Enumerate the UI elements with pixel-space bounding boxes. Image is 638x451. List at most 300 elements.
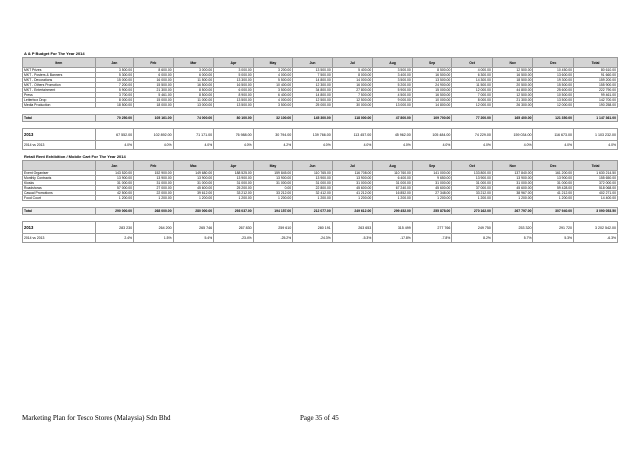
- row-label: 2013: [23, 129, 96, 141]
- column-header: Dec: [533, 161, 574, 171]
- table-cell: 159 845.00: [253, 171, 293, 176]
- column-header: Apr: [214, 58, 254, 68]
- table-cell: 16 500.00: [173, 83, 214, 88]
- row-label: Event Organiser: [23, 171, 96, 176]
- column-header: Oct: [452, 161, 493, 171]
- table-cell: 99 461.00: [574, 93, 618, 98]
- table-cell: 16 000.00: [134, 78, 174, 83]
- table-cell: 402 271.00: [574, 191, 618, 196]
- table-cell: 11 500.00: [173, 78, 214, 83]
- table-cell: 116 708.00: [332, 171, 373, 176]
- table-cell: 1 200.00: [533, 196, 574, 201]
- column-header: Aug: [373, 161, 413, 171]
- table-cell: 143 520.00: [95, 171, 133, 176]
- table-cell: 268 000.00: [134, 208, 174, 215]
- table-cell: 267 797.00: [492, 208, 533, 215]
- table-cell: 264 200: [134, 222, 174, 234]
- table-cell: 47 800.00: [373, 115, 413, 122]
- table-cell: 1 200.00: [134, 196, 174, 201]
- table-cell: 14 400.00: [574, 196, 618, 201]
- table-cell: 4 000.00: [253, 73, 293, 78]
- table-cell: 22 000.00: [134, 191, 174, 196]
- table-cell: 4 000.00: [253, 98, 293, 103]
- table-cell: 307 940.00: [533, 208, 574, 215]
- table-cell: 4.0%: [134, 141, 174, 150]
- table-cell: 31 000.00: [452, 181, 493, 186]
- table-cell: 16 500.00: [492, 73, 533, 78]
- table-cell: 41 212.00: [332, 191, 373, 196]
- table-cell: 113 457.00: [332, 129, 373, 141]
- table-cell: 33 212.00: [452, 191, 493, 196]
- table-cell: 74 229.00: [452, 129, 493, 141]
- table-cell: 6 400.00: [253, 93, 293, 98]
- table-cell: 8 600.00: [134, 68, 174, 73]
- table-cell: 31 000.00: [173, 181, 214, 186]
- table-cell: 133 800.00: [452, 171, 493, 176]
- spacer-row: [23, 122, 618, 129]
- table-cell: 33 212.00: [214, 191, 254, 196]
- table-cell: 12 500.00: [332, 98, 373, 103]
- table-cell: 15 000.00: [412, 88, 452, 93]
- table-cell: 14 800.00: [293, 78, 333, 83]
- table-cell: 91 660.00: [574, 73, 618, 78]
- total-row: [23, 208, 618, 215]
- table-cell: 39 612.00: [173, 191, 214, 196]
- table-cell: 67 552.00: [95, 129, 133, 141]
- table-cell: 283 230: [95, 222, 133, 234]
- table-cell: 4 500.00: [373, 93, 413, 98]
- table-cell: 1 103 232.00: [574, 129, 618, 141]
- table-cell: 194 157.00: [253, 208, 293, 215]
- table-cell: 16 000.00: [332, 83, 373, 88]
- column-header: Dec: [533, 58, 574, 68]
- table-cell: 30 000.00: [332, 103, 373, 108]
- row-label: 2014 vs 2013: [23, 141, 96, 150]
- table-cell: 13 500.00: [412, 78, 452, 83]
- table-cell: 13 900.00: [452, 176, 493, 181]
- table-cell: 21 300.00: [492, 98, 533, 103]
- table-cell: 24 900.00: [412, 83, 452, 88]
- row-label: Media Production: [23, 103, 96, 108]
- table-cell: 13 500.00: [214, 103, 254, 108]
- row-label: Casual Promotions: [23, 191, 96, 196]
- column-header: Nov: [492, 58, 533, 68]
- table-cell: 141 000.00: [412, 171, 452, 176]
- row-label: Monthly Contracts: [23, 176, 96, 181]
- table-cell: 5 461.00: [134, 93, 174, 98]
- table-cell: 18 500.00: [95, 103, 133, 108]
- table-cell: 3 202 542.00: [574, 222, 618, 234]
- column-header: May: [253, 161, 293, 171]
- row-label: 2013: [23, 222, 96, 234]
- table-cell: 270 162.00: [452, 208, 493, 215]
- table-cell: 4.0%: [533, 141, 574, 150]
- table-cell: 25 000.00: [293, 103, 333, 108]
- table-cell: 5 900.00: [373, 88, 413, 93]
- table-cell: 14 000.00: [332, 78, 373, 83]
- row-label: Letterbox Drop: [23, 98, 96, 103]
- table-cell: 13 000.00: [173, 103, 214, 108]
- table-cell: 12 500.00: [492, 68, 533, 73]
- table-cell: 3 500.00: [95, 68, 133, 73]
- table-cell: 13 900.00: [492, 176, 533, 181]
- row-label: MKT - Entertainment: [23, 88, 96, 93]
- table-cell: 6 300.00: [452, 73, 493, 78]
- table-cell: 145 300.00: [293, 115, 333, 122]
- spreadsheet-image: [22, 50, 618, 243]
- table-cell: 5 300.00: [95, 73, 133, 78]
- table-cell: 4.0%: [173, 141, 214, 150]
- table-cell: 7 500.00: [293, 73, 333, 78]
- comparison-row: [23, 234, 618, 243]
- table-cell: 14 800.00: [293, 93, 333, 98]
- table-cell: 165 400.00: [492, 115, 533, 122]
- table-cell: 4 000.00: [452, 68, 493, 73]
- table-cell: 265 746: [173, 222, 214, 234]
- table-cell: 45 600.00: [332, 186, 373, 191]
- row-label: MKT Prizes: [23, 68, 96, 73]
- table-cell: 5.7%: [492, 234, 533, 243]
- table-cell: 3 200.00: [253, 68, 293, 73]
- table-cell: 31 000.00: [253, 181, 293, 186]
- table-cell: 31 000.00: [533, 181, 574, 186]
- table-cell: 3 500.00: [253, 88, 293, 93]
- table-cell: 12 000.00: [452, 88, 493, 93]
- table-cell: 8 000.00: [95, 98, 133, 103]
- table-cell: 13 900.00: [253, 176, 293, 181]
- table-cell: 149 680.00: [173, 171, 214, 176]
- row-label: MKT - Posters & Banners: [23, 73, 96, 78]
- table-cell: 16 500.00: [412, 93, 452, 98]
- table-cell: 14 300.00: [452, 78, 493, 83]
- table-cell: 13 900.00: [134, 176, 174, 181]
- table-cell: 212 077.00: [293, 208, 333, 215]
- table-cell: 12 000.00: [533, 103, 574, 108]
- table-cell: 188 525.00: [214, 171, 254, 176]
- row-label: MKT - Others Promotion: [23, 83, 96, 88]
- table-cell: 249 612.00: [332, 208, 373, 215]
- spacer-cell: [23, 201, 618, 208]
- table-cell: 1 200.00: [95, 196, 133, 201]
- column-header: Jan: [95, 58, 133, 68]
- table-cell: 4.0%: [332, 141, 373, 150]
- table-cell: 3 000.00: [214, 68, 254, 73]
- table-cell: 12 300.00: [293, 83, 333, 88]
- table-cell: 12 000.00: [452, 103, 493, 108]
- footer-company: Marketing Plan for Tesco Stores (Malaysia) Sdn Bhd: [22, 414, 171, 422]
- table-cell: 1.5%: [134, 234, 174, 243]
- table-cell: 5 900.00: [95, 88, 133, 93]
- table-cell: 121 350.00: [533, 115, 574, 122]
- table-cell: 1 147 361.00: [574, 115, 618, 122]
- table-cell: 1 200.00: [412, 196, 452, 201]
- table-cell: 5 000.00: [214, 73, 254, 78]
- budget-table-title: A & P Budget For The Year 2014: [24, 51, 85, 56]
- table-cell: 13 900.00: [533, 176, 574, 181]
- spacer-row: [23, 108, 618, 115]
- table-cell: 0.00: [253, 186, 293, 191]
- table-cell: 9 000.00: [373, 98, 413, 103]
- budget-table-header: [23, 58, 618, 68]
- column-header: May: [253, 58, 293, 68]
- table-cell: 41 212.00: [533, 191, 574, 196]
- table-cell: 13 900.00: [173, 176, 214, 181]
- table-cell: 33 212.00: [253, 191, 293, 196]
- table-cell: 8 000.00: [332, 73, 373, 78]
- table-cell: -25.2%: [253, 234, 293, 243]
- table-cell: 2.4%: [95, 234, 133, 243]
- column-header: Jul: [332, 161, 373, 171]
- table-cell: 1 200.00: [452, 196, 493, 201]
- table-cell: 1 200.00: [173, 196, 214, 201]
- table-cell: 4.0%: [293, 141, 333, 150]
- table-cell: 3 500.00: [373, 78, 413, 83]
- table-cell: 10 500.00: [533, 93, 574, 98]
- rent-table: [22, 160, 618, 243]
- table-cell: 118 000.00: [332, 115, 373, 122]
- table-cell: -24.3%: [293, 234, 333, 243]
- table-cell: 4.0%: [373, 141, 413, 150]
- table-cell: 13 900.00: [214, 176, 254, 181]
- table-cell: 5 500.00: [253, 78, 293, 83]
- table-cell: 7 200.00: [95, 83, 133, 88]
- table-cell: 16 500.00: [412, 73, 452, 78]
- table-cell: 142 700.00: [574, 98, 618, 103]
- table-cell: 19 300.00: [533, 78, 574, 83]
- table-cell: 3 500.00: [253, 103, 293, 108]
- rent-table-header: [23, 161, 618, 171]
- column-header: Oct: [452, 58, 493, 68]
- table-cell: 518 068.00: [574, 186, 618, 191]
- row-label: Kiosks: [23, 181, 96, 186]
- column-header: Total: [574, 161, 618, 171]
- table-cell: 15 000.00: [95, 78, 133, 83]
- table-cell: 74 000.00: [173, 115, 214, 122]
- table-cell: 71 171.00: [173, 129, 214, 141]
- row-label: Press: [23, 93, 96, 98]
- table-cell: 4.0%: [492, 141, 533, 150]
- table-cell: 18 000.00: [134, 103, 174, 108]
- spacer-row: [23, 215, 618, 222]
- table-cell: 249 750: [452, 222, 493, 234]
- table-cell: 13 500.00: [293, 68, 333, 73]
- table-cell: 11 500.00: [452, 83, 493, 88]
- column-header: Item: [23, 58, 96, 68]
- table-cell: 8 000.00: [452, 98, 493, 103]
- column-header: Jun: [293, 58, 333, 68]
- table-cell: 155 900.00: [574, 83, 618, 88]
- row-label: MKT - Decorations: [23, 78, 96, 83]
- spacer-cell: [23, 122, 618, 129]
- table-cell: 31 000.00: [95, 181, 133, 186]
- table-cell: 110 765.00: [293, 171, 333, 176]
- column-header: Sep: [412, 58, 452, 68]
- table-cell: 105 484.00: [412, 129, 452, 141]
- table-cell: 13 900.00: [95, 176, 133, 181]
- table-cell: 267 830: [214, 222, 254, 234]
- comparison-row: [23, 141, 618, 150]
- table-cell: 7 000.00: [452, 93, 493, 98]
- table-cell: 139 766.00: [293, 129, 333, 141]
- table-cell: 31 000.00: [332, 181, 373, 186]
- table-cell: 1 200.00: [214, 196, 254, 201]
- table-cell: 27 348.00: [412, 191, 452, 196]
- table-cell: -23.4%: [214, 234, 254, 243]
- column-header: Feb: [134, 58, 174, 68]
- table-cell: 3 400.00: [373, 73, 413, 78]
- table-cell: 10 450.00: [533, 68, 574, 73]
- table-cell: 372 000.00: [574, 181, 618, 186]
- table-cell: 6 000.00: [134, 73, 174, 78]
- table-cell: 31 000.00: [492, 181, 533, 186]
- table-cell: 280 000.00: [173, 208, 214, 215]
- table-cell: 10 000.00: [412, 98, 452, 103]
- table-cell: 1 630 214.50: [574, 171, 618, 176]
- table-cell: 3 090 053.50: [574, 208, 618, 215]
- table-cell: 45 600.00: [412, 186, 452, 191]
- table-cell: 77 200.00: [452, 115, 493, 122]
- table-cell: 6 000.00: [214, 88, 254, 93]
- table-cell: 80 610.00: [574, 68, 618, 73]
- table-cell: 190 258.00: [574, 103, 618, 108]
- table-cell: 31 000.00: [293, 181, 333, 186]
- table-cell: 137 840.00: [492, 171, 533, 176]
- footer-page-number: Page 35 of 45: [300, 414, 339, 422]
- table-cell: 1 200.00: [373, 196, 413, 201]
- table-cell: 13 600.00: [533, 73, 574, 78]
- table-cell: 159 200.00: [574, 78, 618, 83]
- table-cell: 32 412.00: [293, 191, 333, 196]
- spacer-cell: [23, 108, 618, 115]
- budget-table: [22, 57, 618, 150]
- table-cell: 315 499: [373, 222, 413, 234]
- column-header: Jun: [293, 161, 333, 171]
- table-cell: 277 766: [412, 222, 452, 234]
- column-header: Feb: [134, 161, 174, 171]
- column-header: Total: [574, 58, 618, 68]
- table-cell: 116 673.00: [533, 129, 574, 141]
- table-cell: 222 790.00: [574, 88, 618, 93]
- table-cell: 21 300.00: [134, 88, 174, 93]
- row-label: 2014 vs 2013: [23, 234, 96, 243]
- table-cell: 253 320: [492, 222, 533, 234]
- rent-table-title: Retail Rent Exhibition / Mobile Cart For The Year 2014: [24, 154, 126, 159]
- table-cell: -5.3%: [332, 234, 373, 243]
- table-cell: 44 800.00: [492, 88, 533, 93]
- table-cell: 12 500.00: [293, 98, 333, 103]
- table-cell: 3 500.00: [373, 68, 413, 73]
- table-cell: 102 892.00: [134, 129, 174, 141]
- table-cell: 155 650.00: [574, 176, 618, 181]
- table-cell: 12 500.00: [492, 93, 533, 98]
- table-cell: 3 000.00: [173, 68, 214, 73]
- table-cell: 8 500.00: [412, 68, 452, 73]
- table-cell: 30 794.00: [253, 129, 293, 141]
- table-cell: 259 610: [253, 222, 293, 234]
- spacer-cell: [23, 215, 618, 222]
- table-cell: 8 900.00: [214, 93, 254, 98]
- column-header: Aug: [373, 58, 413, 68]
- table-cell: 4.2%: [253, 141, 293, 150]
- table-cell: 26 300.00: [492, 103, 533, 108]
- table-cell: 5 200.00: [373, 83, 413, 88]
- table-cell: 1 200.00: [293, 196, 333, 201]
- table-cell: 37 000.00: [452, 186, 493, 191]
- column-header: Mac: [173, 161, 214, 171]
- table-cell: 13 900.00: [293, 176, 333, 181]
- table-cell: 16 500.00: [214, 83, 254, 88]
- table-cell: 110 760.00: [373, 171, 413, 176]
- table-cell: 13 300.00: [214, 78, 254, 83]
- table-cell: 70 250.00: [95, 115, 133, 122]
- table-cell: 8.2%: [452, 234, 493, 243]
- table-cell: 80 100.00: [214, 115, 254, 122]
- table-cell: 13 500.00: [214, 98, 254, 103]
- table-cell: 161 200.00: [533, 171, 574, 176]
- table-cell: 4.0%: [412, 141, 452, 150]
- table-cell: 42 500.00: [95, 191, 133, 196]
- table-cell: 22 800.00: [293, 186, 333, 191]
- table-cell: 263 653: [332, 222, 373, 234]
- table-cell: 109 700.00: [412, 115, 452, 122]
- column-header: Jul: [332, 58, 373, 68]
- table-cell: 15 500.00: [134, 83, 174, 88]
- table-cell: 16 852.00: [373, 191, 413, 196]
- table-cell: 299 452.00: [373, 208, 413, 215]
- table-cell: 1 200.00: [253, 196, 293, 201]
- spacer-row: [23, 201, 618, 208]
- table-cell: 13 900.00: [332, 176, 373, 181]
- table-cell: 38 967.00: [492, 191, 533, 196]
- table-cell: 293 037.00: [214, 208, 254, 215]
- table-cell: 67 240.00: [373, 186, 413, 191]
- table-cell: 3 700.00: [95, 93, 133, 98]
- table-cell: 15 500.00: [533, 83, 574, 88]
- table-cell: 45 600.00: [173, 186, 214, 191]
- table-cell: 4.0%: [214, 141, 254, 150]
- table-cell: -7.8%: [412, 234, 452, 243]
- table-cell: 4.0%: [452, 141, 493, 150]
- table-cell: 25 200.00: [214, 186, 254, 191]
- table-cell: 7 500.00: [332, 93, 373, 98]
- row-label: Roadshows: [23, 186, 96, 191]
- table-cell: 76 988.00: [214, 129, 254, 141]
- table-cell: 8 500.00: [173, 93, 214, 98]
- table-cell: 32 100.00: [253, 115, 293, 122]
- table-cell: 31 000.00: [373, 181, 413, 186]
- table-cell: 31 000.00: [412, 181, 452, 186]
- table-cell: -17.8%: [373, 234, 413, 243]
- table-cell: 13 500.00: [533, 98, 574, 103]
- table-cell: 13 000.00: [373, 103, 413, 108]
- table-cell: 45 600.00: [492, 186, 533, 191]
- table-cell: 1 200.00: [492, 196, 533, 201]
- prior-year-row: [23, 222, 618, 234]
- table-cell: 18 500.00: [492, 78, 533, 83]
- table-cell: 6 400.00: [373, 176, 413, 181]
- table-cell: 34 800.00: [293, 88, 333, 93]
- table-cell: 45 962.00: [373, 129, 413, 141]
- table-cell: 27 800.00: [332, 88, 373, 93]
- total-row: [23, 115, 618, 122]
- table-cell: 255 878.00: [412, 208, 452, 215]
- table-cell: 5 400.00: [332, 68, 373, 73]
- table-cell: 280 191: [293, 222, 333, 234]
- table-cell: 11 000.00: [173, 98, 214, 103]
- table-cell: 8 500.00: [173, 88, 214, 93]
- column-header: [23, 161, 96, 171]
- table-cell: 5.4%: [173, 234, 214, 243]
